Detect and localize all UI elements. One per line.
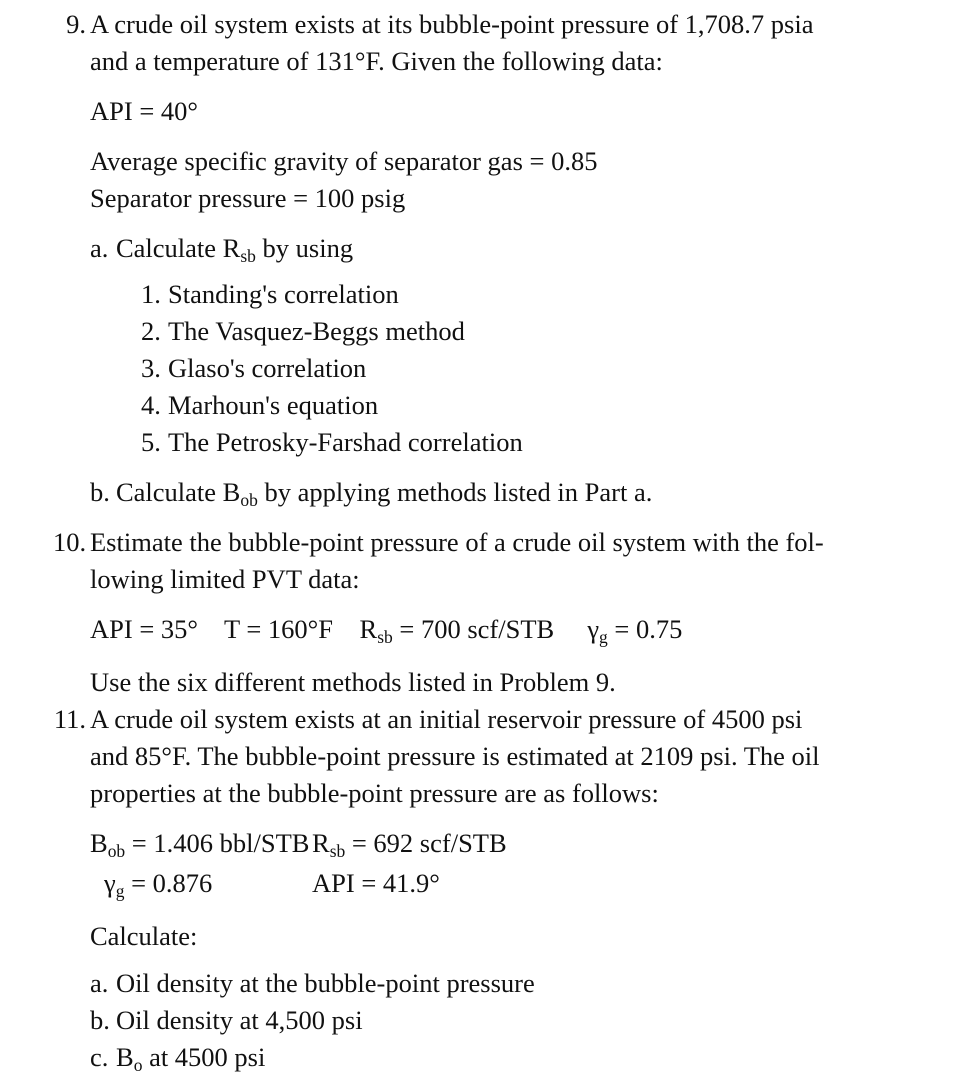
spacer	[53, 461, 940, 474]
problem-9-part-a-marker: a.	[90, 233, 109, 263]
problem-10-rsb-before: R	[359, 614, 378, 644]
problem-9-part-a-item	[90, 230, 940, 270]
problem-9-part-b-text-before: Calculate B	[116, 477, 241, 507]
calculate-item-label-subscript: o	[133, 1054, 143, 1075]
calculate-item-label: Oil density at 4,500 psi	[116, 1005, 363, 1035]
problem-11-properties-row-2	[53, 865, 940, 905]
method-marker: 3.	[141, 353, 161, 383]
calculate-item-marker: c.	[90, 1042, 109, 1072]
problem-11-gamma-subscript: g	[115, 880, 125, 901]
problem-10-closing-line: Use the six different methods listed in Problem 9.	[90, 667, 616, 697]
problem-11-gamma	[90, 865, 312, 905]
problem-11-line-3: properties at the bubble-point pressure are as follows:	[90, 778, 659, 808]
problem-11-calculate-list	[53, 965, 940, 1079]
method-label: Glaso's correlation	[168, 353, 367, 383]
method-label: Standing's correlation	[168, 279, 399, 309]
spacer	[53, 905, 940, 918]
problem-9-part-b-subscript: ob	[240, 489, 258, 510]
problem-9-api-value: API = 40°	[90, 96, 198, 126]
calculate-list-item	[90, 1039, 940, 1079]
problem-10-number: 10.	[53, 527, 87, 557]
problem-9-number: 9.	[66, 9, 86, 39]
problem-11-rsb-before: R	[312, 828, 330, 858]
calculate-item-marker: a.	[90, 968, 109, 998]
problem-9-part-b-item	[90, 474, 940, 514]
problem-10-rsb-after: = 700 scf/STB	[392, 614, 555, 644]
problem-11-line-2: and 85°F. The bubble-point pressure is estimated at 2109 psi. The oil	[90, 741, 820, 771]
problem-11-gamma-after: = 0.876	[124, 868, 213, 898]
problem-11-rsb	[312, 825, 507, 865]
problem-11-rsb-after: = 692 scf/STB	[345, 828, 507, 858]
problem-9-method-list	[53, 276, 940, 461]
problem-10-gamma-after: = 0.75	[607, 614, 683, 644]
problem-11-gamma-before: γ	[104, 868, 116, 898]
calculate-item-label: Oil density at the bubble-point pressure	[116, 968, 535, 998]
problem-11-rsb-subscript: sb	[329, 840, 346, 861]
problem-10-body-cont	[90, 561, 940, 598]
spacer	[53, 80, 940, 93]
problem-11-body-cont-2	[90, 775, 940, 812]
method-label: The Vasquez-Beggs method	[168, 316, 465, 346]
problem-11-api: API = 41.9°	[312, 868, 440, 898]
problem-10-body	[90, 524, 940, 561]
spacer	[53, 955, 940, 965]
problem-9-part-b-text-after: by applying methods listed in Part a.	[257, 477, 653, 507]
problem-10-gamma-before: γ	[587, 614, 600, 644]
problem-11	[53, 701, 940, 812]
calculate-list-item	[90, 965, 940, 1002]
problem-10-line-1: Estimate the bubble-point pressure of a crude oil system with the fol-	[90, 527, 824, 557]
problem-9-part-a-text-before: Calculate R	[116, 233, 241, 263]
problem-9	[53, 6, 940, 80]
problem-10-rsb-subscript: sb	[377, 626, 393, 647]
problem-10-temperature: T = 160°F	[224, 614, 334, 644]
problem-11-properties-row-1	[53, 825, 940, 865]
problem-11-bob-subscript: ob	[107, 840, 126, 861]
problem-9-part-a	[53, 230, 940, 270]
problem-9-body	[90, 6, 940, 43]
problem-10-data-row	[53, 611, 940, 651]
calculate-item-label-before: B	[116, 1042, 134, 1072]
method-list-item	[141, 276, 940, 313]
problem-9-part-b-marker: b.	[90, 477, 110, 507]
problem-9-line-2: and a temperature of 131°F. Given the following data:	[90, 46, 663, 76]
spacer	[53, 130, 940, 143]
problem-11-bob	[90, 825, 312, 865]
problem-10-gamma-subscript: g	[599, 626, 608, 647]
problem-11-body-cont-1	[90, 738, 940, 775]
spacer	[53, 514, 940, 524]
method-list-item	[141, 387, 940, 424]
problem-11-body	[90, 701, 940, 738]
problem-11-bob-before: B	[90, 828, 108, 858]
problem-10-api: API = 35°	[90, 614, 198, 644]
problem-11-bob-after: = 1.406 bbl/STB	[125, 828, 310, 858]
spacer	[53, 651, 940, 664]
method-list-item	[141, 313, 940, 350]
problem-9-part-a-text-after: by using	[255, 233, 354, 263]
problem-9-separator-pressure: Separator pressure = 100 psig	[90, 183, 406, 213]
method-label: Marhoun's equation	[168, 390, 379, 420]
spacer	[53, 217, 940, 230]
method-list-item	[141, 350, 940, 387]
method-list-item	[141, 424, 940, 461]
method-marker: 4.	[141, 390, 161, 420]
problem-10-line-2: lowing limited PVT data:	[90, 564, 360, 594]
problem-9-body-cont	[90, 43, 940, 80]
calculate-item-marker: b.	[90, 1005, 110, 1035]
method-marker: 5.	[141, 427, 161, 457]
problem-11-calculate-label: Calculate:	[90, 921, 198, 951]
spacer	[53, 598, 940, 611]
problem-9-line-1: A crude oil system exists at its bubble-point pressure of 1,708.7 psia	[90, 9, 814, 39]
problem-9-separator-gas-gravity: Average specific gravity of separator gas = 0.85	[90, 146, 598, 176]
spacer	[53, 812, 940, 825]
calculate-list-item	[90, 1002, 940, 1039]
problem-11-number: 11.	[53, 704, 86, 734]
method-label: The Petrosky-Farshad correlation	[168, 427, 523, 457]
problem-11-line-1: A crude oil system exists at an initial reservoir pressure of 4500 psi	[90, 704, 803, 734]
problem-10	[53, 524, 940, 598]
problem-9-part-b	[53, 474, 940, 514]
problem-9-part-a-subscript: sb	[240, 245, 256, 266]
method-marker: 1.	[141, 279, 161, 309]
method-marker: 2.	[141, 316, 161, 346]
calculate-item-label-after: at 4500 psi	[142, 1042, 266, 1072]
